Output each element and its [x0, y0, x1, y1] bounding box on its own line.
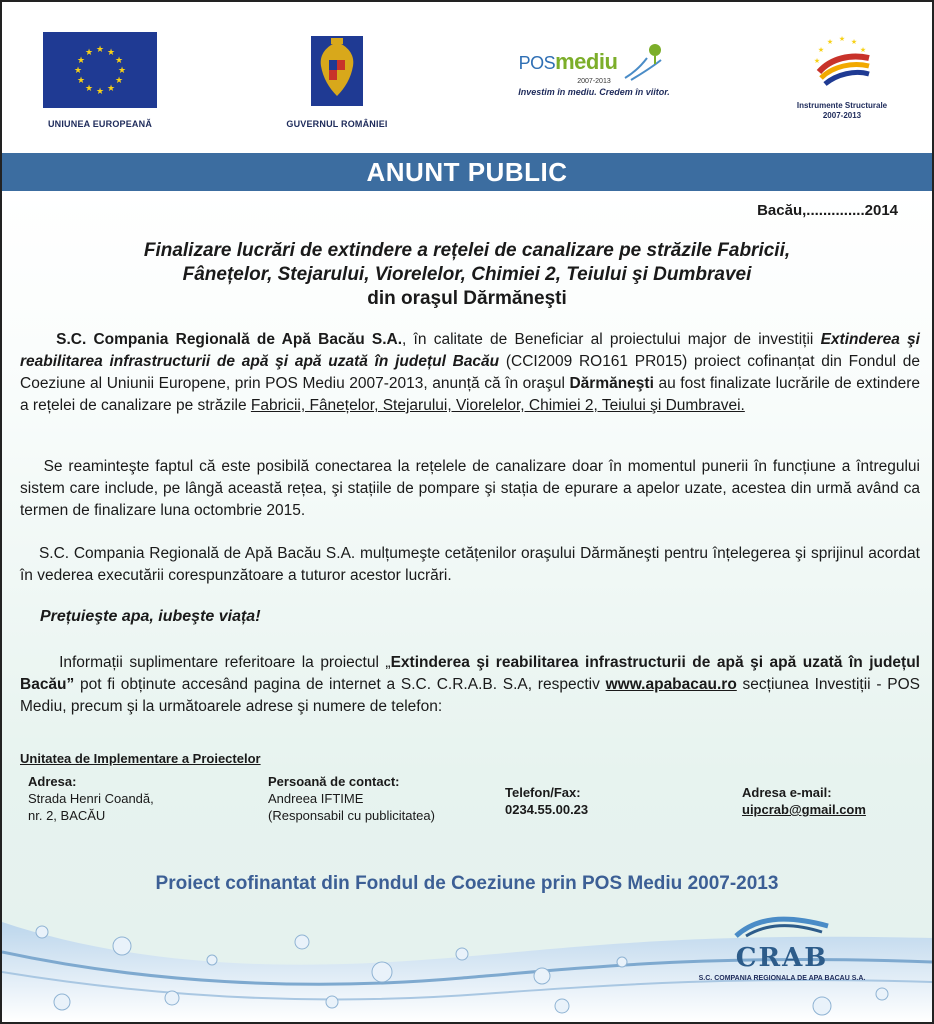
street-list: Fabricii, Fânețelor, Stejarului, Viorelelor, Chimiei 2, Teiului şi Dumbravei.: [250, 397, 745, 414]
page-title: ANUNT PUBLIC: [366, 157, 568, 187]
pos-mediu-logo: [504, 42, 684, 97]
paragraph3-text: S.C. Compania Regională de Apă Bacău S.A. mulțumeşte cetățenilor oraşului Dărmăneşti pentru înțelegerea şi sprijinul acordat în vederea executării corespunzătoare a tuturor acestor lucrări.: [20, 545, 920, 584]
pos-years: 2007-2013: [577, 78, 611, 85]
announcement-subject: [42, 239, 892, 311]
paragraph4-text3: secțiunea Investiții - POS Mediu, precum şi la următoarele adrese şi numere de telefon:: [20, 676, 920, 715]
contact-person-role: (Responsabil cu publicitatea): [268, 808, 435, 823]
address-label: Adresa:: [28, 774, 77, 789]
eu-flag-icon: [43, 32, 157, 108]
svg-text:★: ★: [859, 46, 867, 54]
paragraph-thanks: [20, 543, 920, 587]
company-name: S.C. Compania Regională de Apă Bacău S.A.: [56, 331, 403, 348]
contact-person-label: Persoană de contact:: [268, 774, 400, 789]
subject-line-1: Finalizare lucrări de extindere a rețelei de canalizare pe străzile Fabricii,: [143, 240, 791, 261]
cofinancing-footer: Proiect cofinantat din Fondul de Coeziune prin POS Mediu 2007-2013: [155, 873, 779, 894]
romanian-coat-of-arms-icon: [309, 32, 365, 108]
subject-line-2: Fânețelor, Stejarului, Viorelelor, Chimiei 2, Teiului şi Dumbravei: [182, 264, 752, 285]
town-name: Dărmăneşti: [569, 375, 654, 392]
phone-block: [505, 784, 588, 818]
svg-text:★: ★: [114, 76, 124, 86]
crab-logo: [682, 914, 882, 982]
eu-logo: [40, 32, 160, 129]
crab-subtitle: S.C. COMPANIA REGIONALA DE APA BACAU S.A.: [698, 975, 866, 982]
svg-text:★: ★: [106, 84, 116, 94]
motto: Prețuieşte apa, iubeşte viața!: [40, 608, 261, 625]
website-link[interactable]: www.apabacau.ro: [605, 676, 737, 693]
eu-caption: UNIUNEA EUROPEANĂ: [47, 119, 153, 129]
address-line-2: nr. 2, BACĂU: [28, 808, 106, 823]
implementation-unit-heading: Unitatea de Implementare a Proiectelor: [20, 751, 261, 766]
email-link[interactable]: uipcrab@gmail.com: [742, 802, 866, 817]
svg-text:★: ★: [95, 45, 105, 55]
svg-text:★: ★: [838, 35, 846, 43]
pos-mediu-wordmark: POSmediu: [518, 49, 618, 74]
government-logo: [272, 32, 402, 129]
subject-line-3: din oraşul Dărmăneşti: [367, 288, 567, 309]
structural-instruments-caption-1: Instrumente Structurale: [796, 101, 888, 110]
government-caption: GUVERNUL ROMÂNIEI: [286, 119, 388, 129]
project-name: Extinderea şi reabilitarea infrastructurii de apă şi apă uzată în județul Bacău: [20, 331, 920, 370]
paragraph-connection-notice: [20, 456, 920, 522]
svg-text:★: ★: [84, 48, 94, 58]
svg-text:★: ★: [817, 46, 825, 54]
paragraph1-text1: , în calitate de Beneficiar al proiectului major de investiții: [402, 331, 821, 348]
paragraph4-project: Extinderea şi reabilitarea infrastructurii de apă şi apă uzată în județul Bacău”: [20, 654, 920, 693]
crab-wordmark: CRAB: [735, 943, 829, 973]
body-background: [2, 191, 932, 1022]
paragraph1-text3: au fost finalizate lucrările de extindere a rețelei de canalizare pe străzile: [20, 375, 920, 414]
paragraph-more-info: [20, 652, 920, 718]
crab-wave-icon: [732, 914, 832, 938]
svg-text:★: ★: [850, 38, 858, 46]
svg-text:★: ★: [813, 57, 821, 65]
phone-label: Telefon/Fax:: [505, 785, 581, 800]
svg-text:★: ★: [114, 56, 124, 66]
email-block: [742, 784, 866, 818]
svg-text:★: ★: [84, 84, 94, 94]
paragraph4-text1: Informații suplimentare referitoare la proiectul „: [59, 654, 391, 671]
svg-text:★: ★: [106, 48, 116, 58]
title-band: [2, 153, 932, 191]
paragraph2-text: Se reaminteşte faptul că este posibilă conectarea la rețelele de canalizare doar în momentul punerii în funcțiune a întregului sistem care include, pe lângă această rețea, şi stațiile de pompare şi stația de epurare a apelor uzate, acestea din urmă având ca termen de finalizare luna octombrie 2015.: [20, 458, 920, 519]
phone-value: 0234.55.00.23: [505, 802, 589, 817]
paragraph4-text2: pot fi obținute accesând pagina de internet a S.C. C.R.A.B. S.A, respectiv: [74, 676, 606, 693]
contact-person-name: Andreea IFTIME: [268, 791, 364, 806]
pos-slogan: Investim în mediu. Credem în viitor.: [518, 87, 670, 97]
svg-text:★: ★: [95, 87, 105, 97]
address-line-1: Strada Henri Coandă,: [28, 791, 154, 806]
paragraph-beneficiary: [20, 329, 920, 417]
svg-text:★: ★: [73, 66, 83, 76]
date-line: Bacău,..............2014: [757, 202, 898, 219]
contact-person-block: [268, 773, 435, 824]
svg-text:★: ★: [117, 66, 127, 76]
svg-text:★: ★: [76, 76, 86, 86]
hands-leaf-icon: [621, 42, 669, 82]
structural-instruments-logo: [782, 32, 902, 121]
svg-text:★: ★: [826, 38, 834, 46]
paragraph1-text2: (CCI2009 RO161 PR015) proiect cofinanțat din Fondul de Coeziune al Uniunii Europene, prin POS Mediu 2007-2013, anunță că în oraşul: [20, 353, 921, 392]
structural-instruments-caption-2: 2007-2013: [822, 111, 862, 120]
logo-band: [2, 2, 932, 152]
svg-text:★: ★: [76, 56, 86, 66]
structural-instruments-icon: [807, 32, 877, 92]
email-label: Adresa e-mail:: [742, 785, 832, 800]
address-block: [28, 773, 154, 824]
